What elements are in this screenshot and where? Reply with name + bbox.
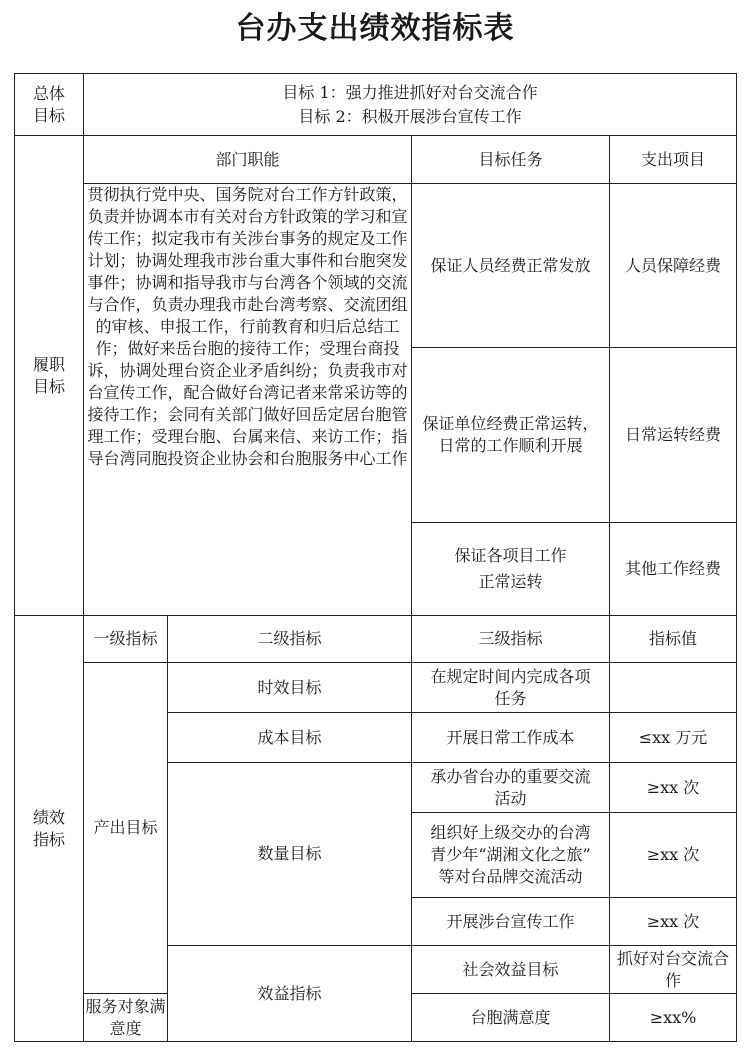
- performance-indicator-label: 绩效 指标: [15, 616, 84, 1042]
- performance-table: [14, 73, 737, 1042]
- indicator-value: ≥xx 次: [610, 763, 737, 813]
- timeliness-target: 时效目标: [168, 663, 412, 713]
- satisfaction-target: 服务对象满意度: [84, 994, 168, 1042]
- level3-indicator: 承办省台办的重要交流 活动: [412, 763, 610, 813]
- output-target-label: 产出目标: [84, 663, 168, 994]
- overall-goal-label: 总体 目标: [15, 74, 84, 136]
- target-task: 保证单位经费正常运转， 日常的工作顺利开展: [412, 348, 610, 523]
- goal-2: 目标 2：积极开展涉台宣传工作: [298, 106, 522, 126]
- indicator-row: [15, 663, 737, 713]
- level1-header: 一级指标: [84, 616, 168, 663]
- social-benefit-target: 社会效益目标: [412, 946, 610, 994]
- quantity-target: 数量目标: [168, 763, 412, 946]
- target-task-header: 目标任务: [412, 136, 610, 184]
- level3-indicator: 开展涉台宣传工作: [412, 898, 610, 946]
- indicator-value: ≥xx 次: [610, 898, 737, 946]
- cost-target: 成本目标: [168, 713, 412, 763]
- duty-header-row: [15, 136, 737, 184]
- target-task: 保证各项目工作 正常运转: [412, 523, 610, 616]
- level3-indicator: 抓好对台交流合作: [610, 946, 737, 994]
- expense-item: 其他工作经费: [610, 523, 737, 616]
- level3-indicator: 在规定时间内完成各项 任务: [412, 663, 610, 713]
- expense-item: 人员保障经费: [610, 184, 737, 348]
- duty-row: [15, 184, 737, 348]
- level3-indicator: 台胞满意度: [412, 994, 610, 1042]
- indicator-value: ≥xx%: [610, 994, 737, 1042]
- benefit-indicator-label: 效益指标: [168, 946, 412, 1042]
- indicator-header-row: [15, 616, 737, 663]
- value-header: 指标值: [610, 616, 737, 663]
- expense-item-header: 支出项目: [610, 136, 737, 184]
- overall-goal-list: [84, 74, 737, 136]
- level3-header: 三级指标: [412, 616, 610, 663]
- level2-header: 二级指标: [168, 616, 412, 663]
- goal-1: 目标 1：强力推进抓好对台交流合作: [282, 82, 538, 102]
- indicator-value: [610, 663, 737, 713]
- page-title: 台办支出绩效指标表: [235, 11, 515, 46]
- department-function-text: 贯彻执行党中央、国务院对台工作方针政策，负责并协调本市有关对台方针政策的学习和宣传工作；拟定我市有关涉台事务的规定及工作计划；协调处理我市涉台重大事件和台胞突发事件；协调和指导我市与台湾各个领域的交流与合作，负责办理我市赴台湾考察、交流团组的审核、申报工作，行前教育和归后总结工作；做好来岳台胞的接待工作；受理台商投诉，协调处理台资企业矛盾纠纷；负责我市对台宣传工作，配合做好台湾记者来常采访等的接待工作；会同有关部门做好回岳定居台胞管理工作；受理台胞、台属来信、来访工作；指导台湾同胞投资企业协会和台胞服务中心工作: [84, 184, 412, 616]
- indicator-value: ≥xx 次: [610, 813, 737, 898]
- indicator-value: ≤xx 万元: [610, 713, 737, 763]
- level3-indicator: 组织好上级交办的台湾 青少年“湖湘文化之旅” 等对台品牌交流活动: [412, 813, 610, 898]
- department-function-header: 部门职能: [84, 136, 412, 184]
- target-task: 保证人员经费正常发放: [412, 184, 610, 348]
- duty-goal-label: 履职 目标: [15, 136, 84, 616]
- expense-item: 日常运转经费: [610, 348, 737, 523]
- level3-indicator: 开展日常工作成本: [412, 713, 610, 763]
- overall-goal-row: [15, 74, 737, 136]
